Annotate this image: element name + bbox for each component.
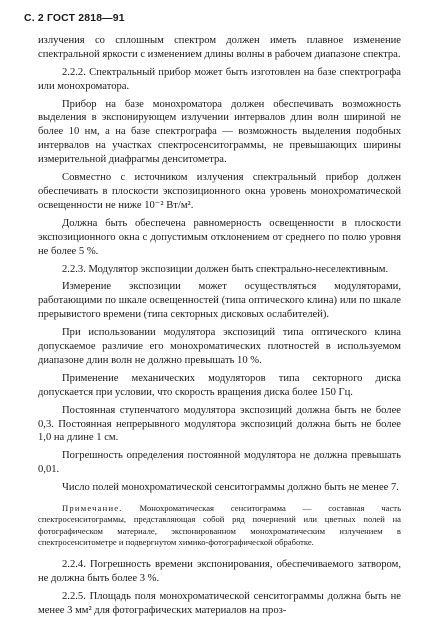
page-header: С. 2 ГОСТ 2818—91 (24, 13, 125, 24)
paragraph-sector-disk: Применение механических модуляторов типа секторного диска допускается при условии, что скорость вращения диска более 150 Гц. (38, 372, 401, 398)
paragraph-2-2-5: 2.2.5. Площадь поля монохроматической сенситограммы должна быть не менее 3 мм² для фотографических материалов на проз- (38, 590, 401, 616)
paragraph-continuation: излучения со сплошным спектром должен иметь плавное изменение спектральной яркости с изменением длины волны в рабочем диапазоне спектра. (38, 34, 401, 60)
paragraph-2-2-2: 2.2.2. Спектральный прибор может быть изготовлен на базе спектрографа или монохроматора. (38, 66, 401, 92)
paragraph-monochromator: Прибор на базе монохроматора должен обеспечивать возможность выделения в экспонирующем излучении интервалов длин волн шириной не более 10 нм, а на базе спектрографа — возможность выделения подобных интервалов на участках спектросенситограммы, не превышающих ширины измерительной диафрагмы денситометра. (38, 98, 401, 166)
paragraph-error: Погрешность определения постоянной модулятора не должна превышать 0,01. (38, 450, 401, 476)
note-label: Примечание. (62, 503, 123, 514)
paragraph-exposure-measurement: Измерение экспозиции может осуществляться модуляторами, работающими по шкале освещенностей (типа оптического клина) или по шкале прерывистого времени (типа секторных дисковых ослабителей). (38, 281, 401, 321)
paragraph-modulator-constant: Постоянная ступенчатого модулятора экспозиций должна быть не более 0,3. Постоянная непрерывного модулятора экспозиций должна быть не более 1,0 на длине 1 см. (38, 404, 401, 444)
paragraph-2-2-4: 2.2.4. Погрешность времени экспонирования, обеспечиваемого затвором, не должна быть более 3 %. (38, 558, 401, 584)
note-block (38, 503, 401, 548)
note-text: Монохроматическая сенситограмма — составная часть спектросенситограммы, представляющая собой ряд почернений или цветных полей на фотографическом материале, экспонированном монохроматическим излучением в спектросенситометре и подвергнутом химико-фотографической обработке. (38, 503, 401, 547)
paragraph-irradiance: Совместно с источником излучения спектральный прибор должен обеспечивать в плоскости экспозиционного окна уровень монохроматической освещенности не ниже 10⁻² Вт/м². (38, 172, 401, 211)
paragraph-optical-wedge: При использовании модулятора экспозиций типа оптического клина допускаемое различие его монохроматических плотностей в используемом диапазоне длин волн не должно превышать 10 %. (38, 327, 401, 366)
paragraph-field-count: Число полей монохроматической сенситограммы должно быть не менее 7. (62, 482, 399, 494)
paragraph-uniformity: Должна быть обеспечена равномерность освещенности в плоскости экспозиционного окна с допустимым отклонением от среднего по полю уровня не более 5 %. (38, 217, 401, 257)
paragraph-2-2-3: 2.2.3. Модулятор экспозиции должен быть спектрально-неселективным. (62, 263, 389, 275)
